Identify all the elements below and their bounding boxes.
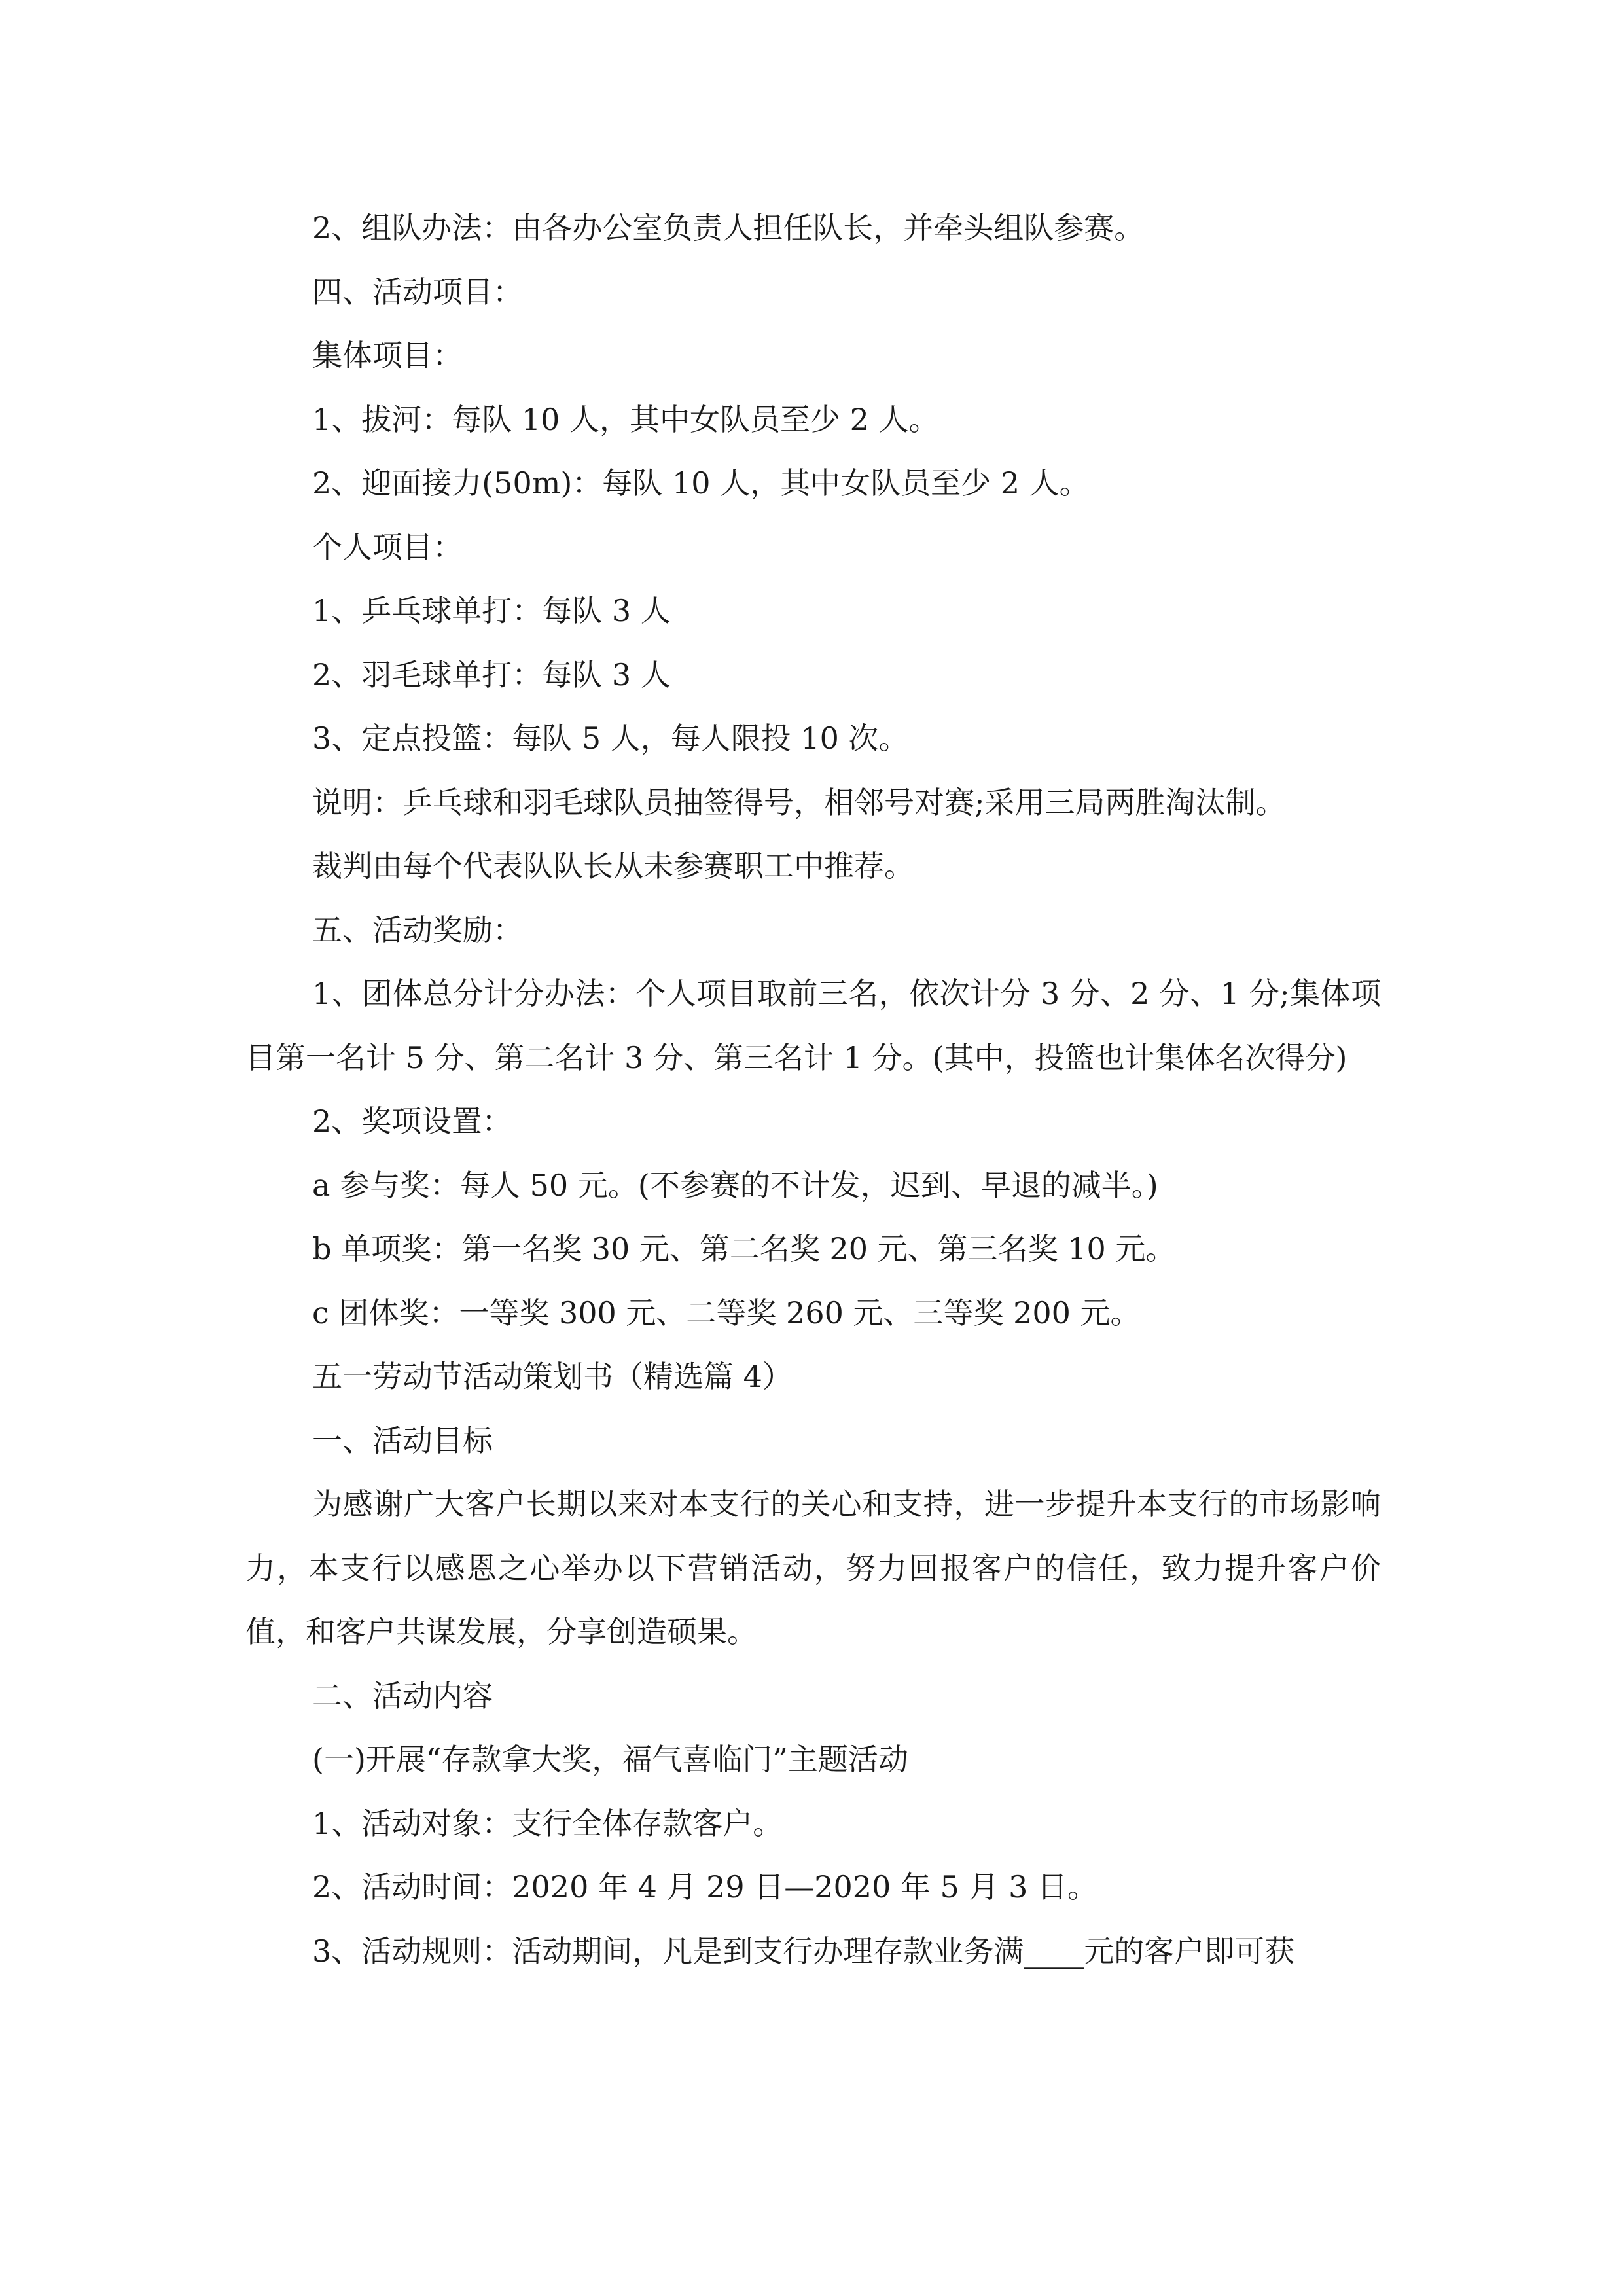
document-title: 五一劳动节活动策划书（精选篇 4）	[312, 1359, 793, 1394]
document-body	[245, 196, 1381, 1983]
subsection-heading: 集体项目：	[312, 338, 463, 373]
section-heading: 二、活动内容	[312, 1677, 493, 1713]
section-heading: 一、活动目标	[312, 1422, 493, 1458]
section-heading: 四、活动项目：	[312, 274, 523, 310]
paragraph: 1、活动对象：支行全体存款客户。	[312, 1805, 783, 1841]
paragraph: 3、活动规则：活动期间，凡是到支行办理存款业务满____元的客户即可获	[312, 1933, 1295, 1969]
paragraph: 3、定点投篮：每队 5 人，每人限投 10 次。	[312, 721, 909, 756]
paragraph: 2、羽毛球单打：每队 3 人	[312, 656, 671, 692]
subsection-heading: 个人项目：	[312, 529, 463, 565]
paragraph: 2、组队办法：由各办公室负责人担任队长，并牵头组队参赛。	[312, 210, 1145, 245]
paragraph: 2、奖项设置：	[312, 1103, 512, 1139]
subsection-heading: (一)开展“存款拿大奖，福气喜临门”主题活动	[312, 1742, 908, 1777]
paragraph: 1、团体总分计分办法：个人项目取前三名，依次计分 3 分、2 分、1 分;集体项目第一名计 5 分、第二名计 3 分、第三名计 1 分。(其中，投篮也计集体名次得分)	[245, 976, 1381, 1075]
paragraph: 裁判由每个代表队队长从未参赛职工中推荐。	[312, 848, 914, 884]
paragraph: 2、活动时间：2020 年 4 月 29 日—2020 年 5 月 3 日。	[312, 1869, 1097, 1905]
paragraph: 1、拔河：每队 10 人，其中女队员至少 2 人。	[312, 401, 939, 437]
paragraph: a 参与奖：每人 50 元。(不参赛的不计发，迟到、早退的减半。)	[312, 1167, 1158, 1203]
paragraph: 为感谢广大客户长期以来对本支行的关心和支持，进一步提升本支行的市场影响力，本支行以感恩之心举办以下营销活动，努力回报客户的信任，致力提升客户价值，和客户共谋发展，分享创造硕果。	[245, 1486, 1381, 1649]
paragraph: 说明：乒乓球和羽毛球队员抽签得号，相邻号对赛;采用三局两胜淘汰制。	[312, 784, 1286, 820]
paragraph: c 团体奖：一等奖 300 元、二等奖 260 元、三等奖 200 元。	[312, 1295, 1141, 1331]
paragraph: b 单项奖：第一名奖 30 元、第二名奖 20 元、第三名奖 10 元。	[312, 1231, 1176, 1266]
section-heading: 五、活动奖励：	[312, 912, 523, 948]
paragraph: 2、迎面接力(50m)：每队 10 人，其中女队员至少 2 人。	[312, 465, 1090, 501]
paragraph: 1、乒乓球单打：每队 3 人	[312, 593, 671, 628]
